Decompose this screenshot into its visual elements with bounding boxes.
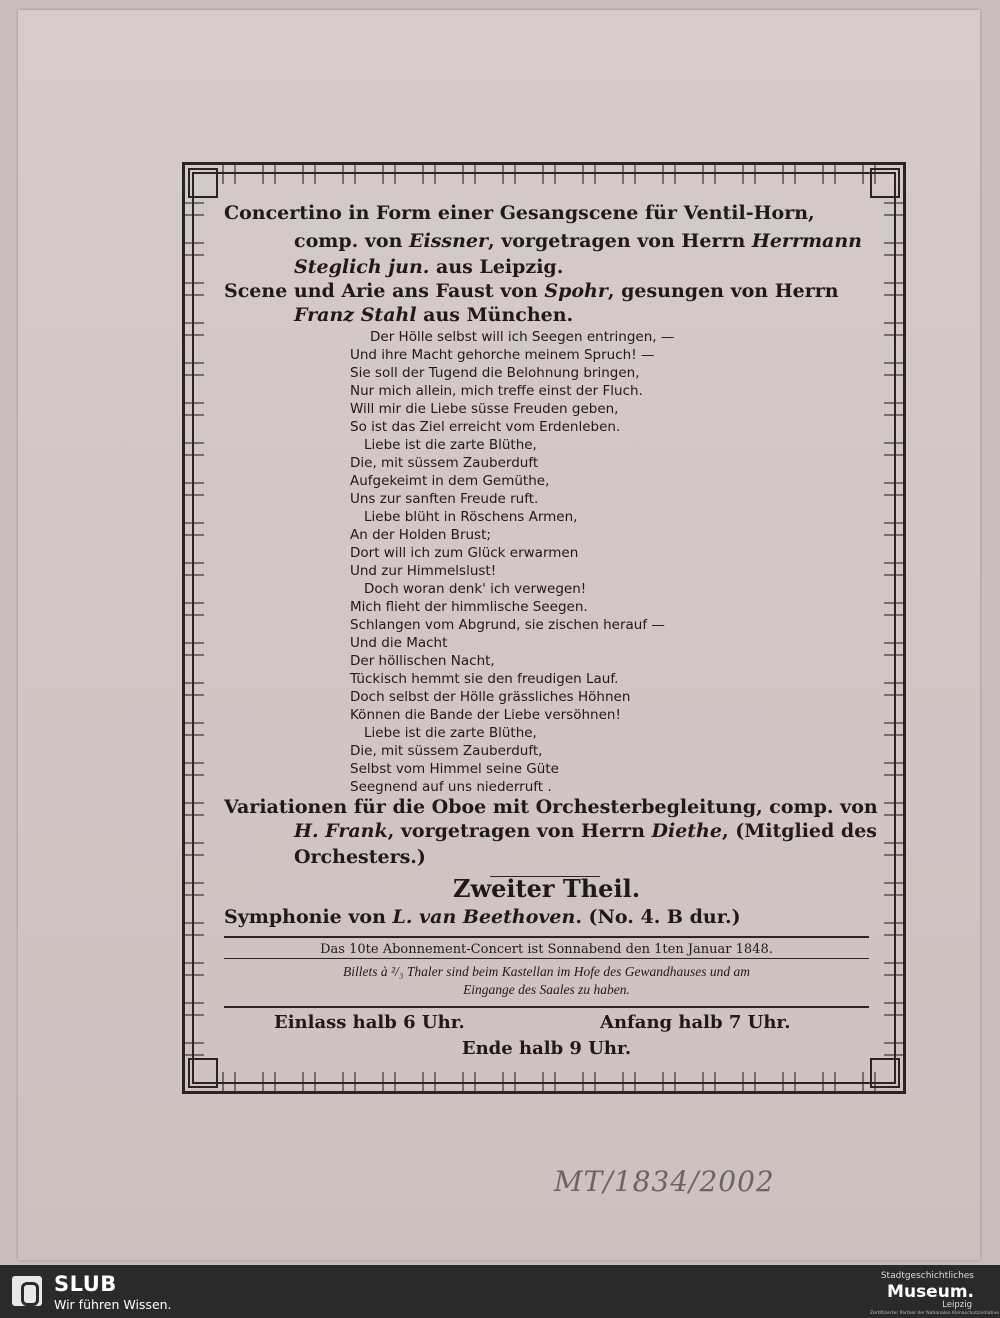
verse-line: Will mir die Liebe süsse Freuden geben, (350, 401, 619, 417)
border-fret-left (184, 188, 204, 1068)
composer-name: Eissner (409, 230, 489, 252)
entry-time: Einlass halb 6 Uhr. (274, 1012, 465, 1033)
item3-line2 (294, 820, 877, 842)
verse-line: Der höllischen Nacht, (350, 653, 495, 669)
text: Variationen für die Oboe mit Orchesterbegleitung, comp. von (224, 796, 878, 818)
item2-line1 (224, 280, 839, 302)
performer-name: Franz Stahl (294, 304, 417, 326)
composer-name: H. Frank (294, 820, 388, 842)
item3-line1 (224, 796, 878, 818)
divider-rule (224, 936, 869, 938)
performer-name: Herrmann (751, 230, 862, 252)
verse-line: Liebe blüht in Röschens Armen, (364, 509, 578, 525)
verse-line: Dort will ich zum Glück erwarmen (350, 545, 579, 561)
verse-line: Liebe ist die zarte Blüthe, (364, 725, 537, 741)
item1-line1 (224, 202, 815, 224)
verse-line: Doch selbst der Hölle grässliches Höhnen (350, 689, 631, 705)
composer-name: L. van Beethoven (392, 906, 576, 928)
library-name: SLUB (54, 1272, 117, 1296)
item1-line2 (294, 230, 862, 252)
museum-name: Museum. (887, 1282, 974, 1302)
performer-name: Steglich jun. (294, 256, 430, 278)
corner-ornament-bottom-right (870, 1058, 900, 1088)
text: Symphonie von (224, 906, 393, 928)
verse-line: Schlangen vom Abgrund, sie zischen herauf — (350, 617, 665, 633)
text: , (Mitglied des (721, 820, 877, 842)
museum-certification: Zertifizierter Partner der Nationalen Klimaschutzinitiative (870, 1311, 999, 1316)
verse-line: Und ihre Macht gehorche meinem Spruch! — (350, 347, 655, 363)
text: , vorgetragen von Herrn (387, 820, 652, 842)
start-time: Anfang halb 7 Uhr. (600, 1012, 791, 1033)
museum-label-small: Stadtgeschichtliches (880, 1271, 974, 1281)
text: Scene und Arie ans Faust von (224, 280, 545, 302)
item3-line3 (294, 846, 426, 868)
verse-line: Die, mit süssem Zauberduft (350, 455, 539, 471)
library-slogan: Wir führen Wissen. (54, 1297, 172, 1312)
item1-title: Concertino in Form einer Gesangscene für Ventil-Horn, (224, 202, 815, 224)
divider-rule (224, 958, 869, 959)
ticket-info-line1: Billets à ²/₃ Thaler sind beim Kastellan im Hofe des Gewandhauses und am (343, 964, 750, 979)
end-time: Ende halb 9 Uhr. (461, 1038, 632, 1059)
verse-line: Aufgekeimt in dem Gemüthe, (350, 473, 550, 489)
ticket-info-line2: Eingange des Saales zu haben. (463, 982, 630, 997)
corner-ornament-top-right (870, 168, 900, 198)
verse-line: Tückisch hemmt sie den freudigen Lauf. (350, 671, 619, 687)
verse-line: Und die Macht (350, 635, 448, 651)
verse-line: Uns zur sanften Freude ruft. (350, 491, 539, 507)
verse-line: Seegnend auf uns niederruft . (350, 779, 552, 795)
handwritten-shelfmark: MT/1834/2002 (554, 1165, 775, 1198)
verse-line: Selbst vom Himmel seine Güte (350, 761, 559, 777)
verse-line: Nur mich allein, mich treffe einst der Fluch. (350, 383, 643, 399)
verse-line: Liebe ist die zarte Blüthe, (364, 437, 537, 453)
text: , vorgetragen von Herrn (488, 230, 752, 252)
next-concert-notice: Das 10te Abonnement-Concert ist Sonnabend den 1ten Januar 1848. (320, 942, 773, 957)
border-fret-bottom (208, 1072, 880, 1092)
text: comp. von (294, 230, 410, 252)
symphony-line (224, 906, 741, 928)
text: , gesungen von Herrn (607, 280, 839, 302)
performer-name: Diethe (651, 820, 722, 842)
museum-city: Leipzig (942, 1300, 972, 1310)
verse-line: Die, mit süssem Zauberduft, (350, 743, 543, 759)
text: Orchesters.) (294, 846, 426, 868)
verse-line: Mich flieht der himmlische Seegen. (350, 599, 588, 615)
slub-logo-icon (12, 1276, 42, 1306)
composer-name: Spohr (544, 280, 608, 302)
text: . (No. 4. B dur.) (575, 906, 741, 928)
part2-heading: Zweiter Theil. (452, 874, 641, 903)
verse-line: Können die Bande der Liebe versöhnen! (350, 707, 621, 723)
footer-bar (0, 1265, 1000, 1318)
text: aus München. (416, 304, 574, 326)
corner-ornament-bottom-left (188, 1058, 218, 1088)
verse-line: Doch woran denk' ich verwegen! (364, 581, 587, 597)
verse-line: Und zur Himmelslust! (350, 563, 497, 579)
verse-line: An der Holden Brust; (350, 527, 491, 543)
text: aus Leipzig. (429, 256, 564, 278)
corner-ornament-top-left (188, 168, 218, 198)
border-fret-top (208, 164, 880, 184)
verse-line: So ist das Ziel erreicht vom Erdenleben. (350, 419, 621, 435)
border-fret-right (884, 188, 904, 1068)
item2-line2 (294, 304, 573, 326)
item1-line3 (294, 256, 563, 278)
verse-line: Der Hölle selbst will ich Seegen entringen, — (370, 329, 675, 345)
verse-line: Sie soll der Tugend die Belohnung bringen, (350, 365, 640, 381)
divider-rule (224, 1006, 869, 1008)
